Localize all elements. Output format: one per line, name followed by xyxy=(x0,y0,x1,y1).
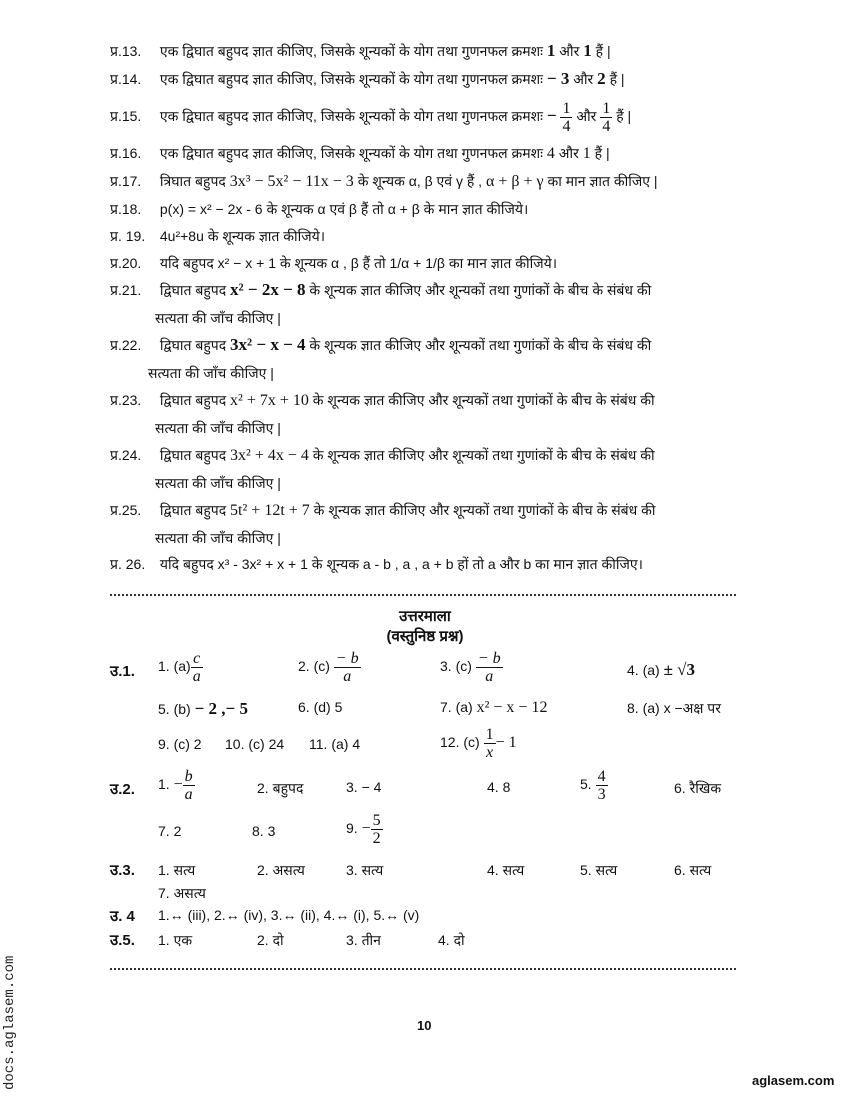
answer-number: 1. xyxy=(158,658,170,675)
conjunction: और xyxy=(559,43,580,59)
answer-number: 6. xyxy=(674,780,686,796)
answer-number: 7. xyxy=(440,699,452,715)
question-number: प्र.24. xyxy=(110,447,142,463)
answer-u3-2 xyxy=(257,861,305,880)
answer-number: 2. xyxy=(298,658,310,675)
question-15 xyxy=(110,96,631,136)
question-continuation: सत्यता की जाँच कीजिए | xyxy=(155,530,281,546)
answer-value: सत्य xyxy=(361,862,384,878)
question-end: हैं | xyxy=(616,108,632,124)
answer-number: 2. xyxy=(257,780,269,796)
denominator: a xyxy=(485,668,494,685)
question-number: प्र.20. xyxy=(110,255,142,271)
question-continuation: सत्यता की जाँच कीजिए | xyxy=(155,475,281,491)
answer-number: 3. xyxy=(346,932,358,948)
answer-u1-9 xyxy=(158,736,202,752)
fraction xyxy=(484,726,496,761)
answer-option: (a) xyxy=(455,699,473,715)
answer-number: 3. xyxy=(346,862,358,878)
answer-number: 3. xyxy=(346,779,358,795)
question-text: एक द्विघात बहुपद ज्ञात कीजिए, जिसके शून्यकों के योग तथा गुणनफल क्रमशः xyxy=(159,43,543,59)
answer-option: (c) xyxy=(463,734,480,751)
question-continuation: सत्यता की जाँच कीजिए | xyxy=(155,420,281,436)
question-21 xyxy=(110,281,651,299)
denominator: 4 xyxy=(602,117,611,135)
page-number: 10 xyxy=(417,1018,432,1033)
question-number: प्र.16. xyxy=(110,145,142,161)
answer-value: सत्य xyxy=(689,862,712,878)
answer-u3-1 xyxy=(158,861,195,880)
expression: α + β + γ xyxy=(485,173,544,190)
question-text: के शून्यक ज्ञात कीजिए और शून्यकों तथा गुणांकों के बीच के संबंध की xyxy=(312,392,655,408)
answer-value: सत्य xyxy=(595,862,618,878)
answer-value: दो xyxy=(272,932,284,948)
answer-number: 2. xyxy=(257,932,269,948)
answer-value: दो xyxy=(453,932,465,948)
answer-value: बहुपद xyxy=(272,780,304,796)
question-text: द्विघात बहुपद xyxy=(159,502,227,518)
answer-u1-10 xyxy=(225,736,284,752)
question-end: का मान ज्ञात कीजिए | xyxy=(547,173,658,189)
answer-number: 9. xyxy=(158,736,170,752)
answer-u3-7 xyxy=(158,884,206,903)
answer-value: 8 xyxy=(502,779,511,795)
minus-sign: − xyxy=(546,106,557,125)
answer-key-title: उत्तरमाला xyxy=(399,608,451,625)
dotted-divider xyxy=(110,594,736,596)
answer-u1-3 xyxy=(440,650,503,685)
answer-u1-11 xyxy=(309,736,360,752)
answer-option: (c) xyxy=(455,658,472,675)
answer-label-u3: उ.3. xyxy=(110,862,135,879)
question-22 xyxy=(110,336,651,354)
answer-u2-6 xyxy=(674,779,721,798)
question-text: p(x) = x² − 2x - 6 के शून्यक α एवं β हैं तो α + β के मान ज्ञात कीजिये। xyxy=(159,201,529,217)
numerator: 1 xyxy=(562,99,571,117)
answer-value: − 1 xyxy=(495,734,517,752)
answer-key-subtitle: (वस्तुनिष्ठ प्रश्न) xyxy=(386,628,464,645)
fraction xyxy=(560,100,572,135)
answer-number: 10. xyxy=(225,736,245,752)
answer-number: 1. xyxy=(158,862,170,878)
question-text: के शून्यक ज्ञात कीजिए और शून्यकों तथा गुणांकों के बीच के संबंध की xyxy=(312,447,655,463)
answer-u2-3 xyxy=(346,779,381,795)
answer-option: (a) xyxy=(642,662,660,678)
answer-value: x² − x − 12 xyxy=(476,699,548,716)
question-text: के शून्यक ज्ञात कीजिए और शून्यकों तथा गुणांकों के बीच के संबंध की xyxy=(309,282,652,298)
question-text: द्विघात बहुपद xyxy=(159,282,227,298)
polynomial: 5t² + 12t + 7 xyxy=(230,502,310,519)
answer-u3-4 xyxy=(487,861,524,880)
question-text: के शून्यक ज्ञात कीजिए और शून्यकों तथा गुणांकों के बीच के संबंध की xyxy=(309,337,652,353)
question-end: हैं | xyxy=(609,71,625,87)
denominator: a xyxy=(343,668,352,685)
answer-u3-5 xyxy=(580,861,617,880)
question-20 xyxy=(110,254,557,272)
question-number: प्र. 26. xyxy=(110,556,146,572)
question-text: यदि बहुपद x² − x + 1 के शून्यक α , β हैं तो 1/α + 1/β का मान ज्ञात कीजिये। xyxy=(159,255,558,271)
answer-option: (b) xyxy=(173,701,191,717)
question-text: 4u²+8u के शून्यक ज्ञात कीजिये। xyxy=(159,228,326,244)
question-number: प्र.15. xyxy=(110,108,142,124)
question-13 xyxy=(110,42,611,60)
answer-number: 5. xyxy=(580,862,592,878)
numerator: b xyxy=(184,768,193,785)
denominator: 2 xyxy=(372,830,381,847)
question-text: द्विघात बहुपद xyxy=(159,392,227,408)
question-26 xyxy=(110,555,643,573)
question-continuation: सत्यता की जाँच कीजिए | xyxy=(148,365,274,381)
fraction xyxy=(183,768,195,803)
answer-u1-5 xyxy=(158,699,248,719)
answer-u2-1 xyxy=(158,768,195,803)
denominator: 3 xyxy=(597,786,606,803)
fraction xyxy=(600,100,612,135)
answer-value: 5 xyxy=(334,699,343,715)
question-number: प्र.13. xyxy=(110,43,142,59)
answer-label-u5: उ.5. xyxy=(110,932,135,949)
answer-number: 1. xyxy=(158,932,170,948)
numerator: 4 xyxy=(597,768,606,785)
question-text: एक द्विघात बहुपद ज्ञात कीजिए, जिसके शून्यकों के योग तथा गुणनफल क्रमशः xyxy=(159,145,543,161)
question-25 xyxy=(110,501,656,520)
answer-number: 5. xyxy=(580,776,592,793)
answer-u1-7 xyxy=(440,699,547,717)
answer-number: 1. xyxy=(158,776,170,793)
answer-u2-4 xyxy=(487,779,510,795)
numerator: c xyxy=(191,650,203,668)
answer-number: 2. xyxy=(257,862,269,878)
answer-number: 4. xyxy=(487,862,499,878)
answer-number: 5. xyxy=(158,701,170,717)
answer-number: 8. xyxy=(252,823,264,839)
answer-option: (c) xyxy=(248,736,265,752)
answer-option: (a) xyxy=(173,658,191,675)
answer-option: (a) xyxy=(331,736,349,752)
math-value: 1 xyxy=(582,145,591,162)
answer-value: 24 xyxy=(268,736,285,752)
question-number: प्र.22. xyxy=(110,337,142,353)
question-text: द्विघात बहुपद xyxy=(159,447,227,463)
answer-u2-2 xyxy=(257,779,303,798)
answer-u2-8 xyxy=(252,823,275,839)
question-number: प्र.25. xyxy=(110,502,142,518)
answer-label-u2: उ.2. xyxy=(110,781,135,798)
answer-u3-6 xyxy=(674,861,711,880)
question-text: द्विघात बहुपद xyxy=(159,337,227,353)
numerator: − b xyxy=(335,650,359,667)
answer-u4-matches: 1.↔ (iii), 2.↔ (iv), 3.↔ (ii), 4.↔ (i), 5.↔ (v) xyxy=(158,907,420,923)
dotted-divider xyxy=(110,968,736,970)
question-text: त्रिघात बहुपद xyxy=(159,173,226,189)
numerator: 1 xyxy=(602,99,611,117)
answer-u5-1 xyxy=(158,931,192,950)
question-text: एक द्विघात बहुपद ज्ञात कीजिए, जिसके शून्यकों के योग तथा गुणनफल क्रमशः xyxy=(159,108,543,124)
question-23 xyxy=(110,391,655,410)
answer-number: 6. xyxy=(674,862,686,878)
answer-number: 7. xyxy=(158,823,170,839)
answer-value: 4 xyxy=(352,736,361,752)
polynomial: x² + 7x + 10 xyxy=(230,392,309,409)
answer-u2-9 xyxy=(346,812,383,847)
answer-value: सत्य xyxy=(502,862,525,878)
numerator: 5 xyxy=(372,812,381,829)
answer-u1-6 xyxy=(298,699,342,715)
answer-number: 4. xyxy=(487,779,499,795)
answer-u2-7 xyxy=(158,823,181,839)
minus-sign: − xyxy=(173,776,183,794)
question-text: एक द्विघात बहुपद ज्ञात कीजिए, जिसके शून्यकों के योग तथा गुणनफल क्रमशः xyxy=(159,71,543,87)
polynomial: 3x² + 4x − 4 xyxy=(230,447,309,464)
answer-option: (d) xyxy=(313,699,331,715)
minus-sign: − xyxy=(361,820,371,838)
question-number: प्र.23. xyxy=(110,392,142,408)
answer-u5-2 xyxy=(257,931,284,950)
answer-number: 3. xyxy=(440,658,452,675)
fraction xyxy=(476,650,503,685)
math-value: − 3 xyxy=(546,69,570,88)
question-16 xyxy=(110,144,610,163)
question-number: प्र.17. xyxy=(110,173,142,189)
math-value: 4 xyxy=(546,145,555,162)
answer-u3-3 xyxy=(346,861,383,880)
fraction xyxy=(191,650,203,685)
denominator: x xyxy=(486,744,494,761)
question-number: प्र.18. xyxy=(110,201,142,217)
question-17 xyxy=(110,172,658,191)
question-24 xyxy=(110,446,655,465)
question-end: हैं | xyxy=(595,43,611,59)
answer-option: (a) xyxy=(642,700,660,716)
answer-u1-12 xyxy=(440,726,517,761)
conjunction: और xyxy=(573,71,594,87)
answer-number: 11. xyxy=(309,736,328,752)
answer-value: − 2 ,− 5 xyxy=(194,699,248,718)
question-end: हैं | xyxy=(594,145,610,161)
numerator: 1 xyxy=(485,726,494,743)
polynomial: 3x³ − 5x² − 11x − 3 xyxy=(229,173,354,190)
question-text: के शून्यक ज्ञात कीजिए और शून्यकों तथा गुणांकों के बीच के संबंध की xyxy=(313,502,656,518)
answer-value: असत्य xyxy=(272,862,305,878)
answer-value: 3 xyxy=(267,823,276,839)
question-continuation: सत्यता की जाँच कीजिए | xyxy=(155,310,281,326)
answer-value: ± √3 xyxy=(663,660,696,679)
answer-label-u1: उ.1. xyxy=(110,663,135,680)
conjunction: और xyxy=(576,108,597,124)
question-14 xyxy=(110,70,625,88)
answer-number: 7. xyxy=(158,885,170,901)
answer-value: रैखिक xyxy=(689,780,722,796)
answer-u1-8 xyxy=(627,699,721,718)
answer-number: 8. xyxy=(627,700,639,716)
denominator: 4 xyxy=(562,117,571,135)
answer-value: x −अक्ष पर xyxy=(663,700,721,716)
math-value: 1 xyxy=(546,41,556,60)
answer-value: 2 xyxy=(173,823,182,839)
question-18 xyxy=(110,200,528,218)
question-text: के शून्यक α, β एवं γ हैं , xyxy=(357,173,483,189)
answer-value: − 4 xyxy=(361,779,382,795)
brand-watermark: aglasem.com xyxy=(752,1073,835,1088)
answer-number: 6. xyxy=(298,699,310,715)
answer-option: (c) xyxy=(173,736,190,752)
answer-value: तीन xyxy=(361,932,381,948)
fraction xyxy=(596,768,608,803)
denominator: a xyxy=(184,786,193,803)
answer-u2-5 xyxy=(580,768,608,803)
numerator: − b xyxy=(477,650,501,667)
math-value: 1 xyxy=(583,41,592,60)
conjunction: और xyxy=(558,145,579,161)
denominator: a xyxy=(192,668,201,685)
question-number: प्र.21. xyxy=(110,282,142,298)
question-text: यदि बहुपद x³ - 3x² + x + 1 के शून्यक a - b , a , a + b हों तो a और b का मान ज्ञात कीजिए। xyxy=(159,556,643,572)
answer-u1-4 xyxy=(627,660,695,680)
polynomial: 3x² − x − 4 xyxy=(230,335,306,354)
side-watermark: docs.aglasem.com xyxy=(2,955,18,1090)
polynomial: x² − 2x − 8 xyxy=(230,280,306,299)
answer-u5-4 xyxy=(438,931,465,950)
answer-number: 12. xyxy=(440,734,460,751)
answer-u1-2 xyxy=(298,650,361,685)
fraction xyxy=(371,812,383,847)
fraction xyxy=(334,650,361,685)
answer-value: सत्य xyxy=(173,862,196,878)
answer-value: 2 xyxy=(193,736,202,752)
answer-u5-3 xyxy=(346,931,381,950)
question-19 xyxy=(110,227,325,245)
answer-u1-1 xyxy=(158,650,203,685)
answer-value: एक xyxy=(173,932,193,948)
question-number: प्र.14. xyxy=(110,71,142,87)
answer-value: असत्य xyxy=(173,885,206,901)
answer-option: (c) xyxy=(313,658,330,675)
question-number: प्र. 19. xyxy=(110,228,146,244)
answer-label-u4: उ. 4 xyxy=(110,908,135,925)
answer-number: 4. xyxy=(438,932,450,948)
math-value: 2 xyxy=(597,69,606,88)
answer-number: 4. xyxy=(627,662,639,678)
answer-number: 9. xyxy=(346,820,358,837)
